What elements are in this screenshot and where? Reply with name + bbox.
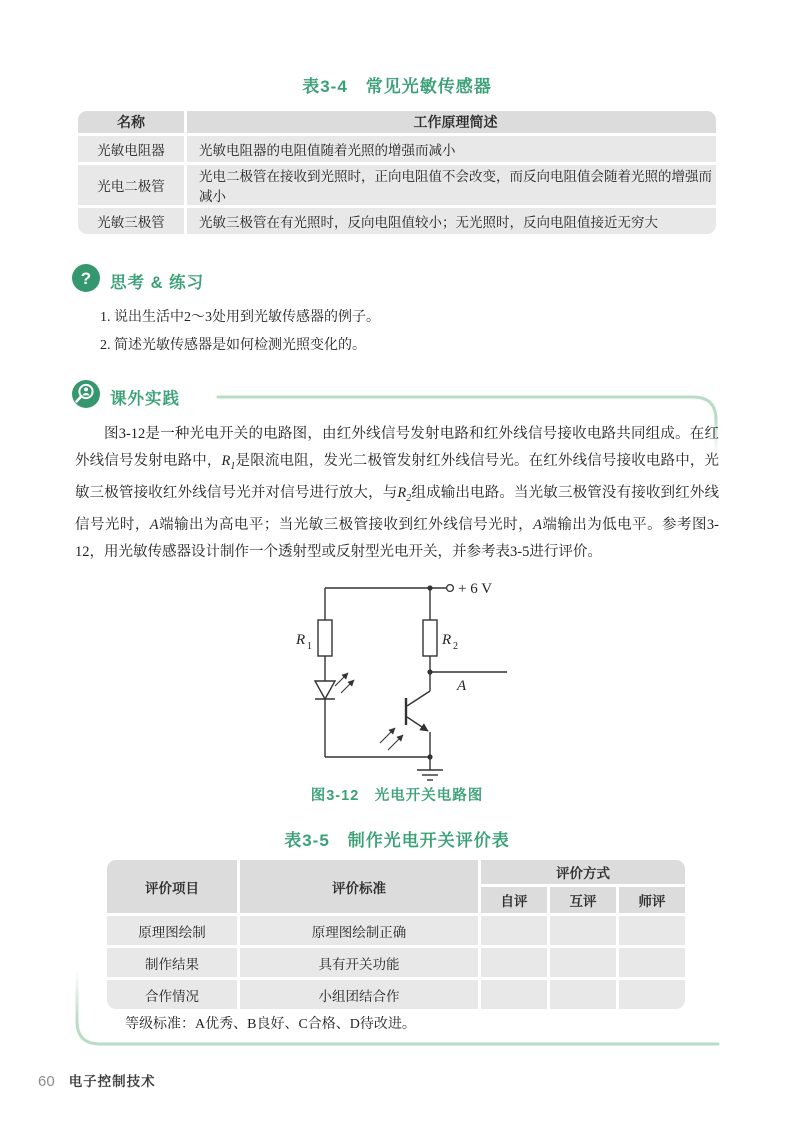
table-row <box>78 165 716 205</box>
table-row <box>107 980 685 1009</box>
column-header-method: 评价方式 <box>481 860 685 884</box>
photoelectric-switch-circuit-diagram <box>285 565 525 793</box>
cell-item: 原理图绘制 <box>107 916 237 945</box>
column-header-standard: 评价标准 <box>240 860 478 913</box>
table-row <box>107 948 685 977</box>
table-row <box>107 916 685 945</box>
cell-sensor-name: 光敏三极管 <box>78 208 184 234</box>
question-item: 1. 说出生活中2～3处用到光敏传感器的例子。 <box>100 310 380 325</box>
table-row <box>78 208 716 234</box>
cell-standard: 小组团结合作 <box>240 980 478 1009</box>
resistor-r2-label: R <box>442 632 452 648</box>
cell-self-eval <box>481 980 547 1009</box>
grading-standard-note: 等级标准：A优秀、B良好、C合格、D待改进。 <box>125 1017 416 1032</box>
practice-section-title: 课外实践 <box>110 390 180 408</box>
page-footer <box>38 1070 156 1090</box>
table-3-4 <box>75 108 719 237</box>
cell-peer-eval <box>550 948 616 977</box>
cell-self-eval <box>481 948 547 977</box>
column-header-item: 评价项目 <box>107 860 237 913</box>
cell-teacher-eval <box>619 980 685 1009</box>
cell-peer-eval <box>550 980 616 1009</box>
cell-standard: 原理图绘制正确 <box>240 916 478 945</box>
cell-principle: 光敏电阻器的电阻值随着光照的增强而减小 <box>187 136 716 162</box>
figure-caption: 图3-12 光电开关电路图 <box>310 788 484 804</box>
question-item: 2. 简述光敏传感器是如何检测光照变化的。 <box>100 338 366 353</box>
cell-principle: 光敏三极管在有光照时，反向电阻值较小；无光照时，反向电阻值接近无穷大 <box>187 208 716 234</box>
question-mark-icon <box>72 264 100 292</box>
cell-sensor-name: 光敏电阻器 <box>78 136 184 162</box>
resistor-r2-subscript: 2 <box>453 641 458 652</box>
table-header-row <box>107 860 685 884</box>
table-row <box>78 136 716 162</box>
table-header-row <box>78 111 716 133</box>
cell-item: 合作情况 <box>107 980 237 1009</box>
column-header-name: 名称 <box>78 111 184 133</box>
cell-sensor-name: 光电二极管 <box>78 165 184 205</box>
column-header-peer: 互评 <box>550 887 616 913</box>
output-node-label: A <box>457 678 467 694</box>
page-number: 60 <box>38 1073 55 1090</box>
cell-peer-eval <box>550 916 616 945</box>
magnifier-person-icon <box>72 380 100 408</box>
resistor-r1-subscript: 1 <box>307 641 312 652</box>
think-section-title: 思考 & 练习 <box>110 274 205 292</box>
column-header-principle: 工作原理简述 <box>187 111 716 133</box>
cell-item: 制作结果 <box>107 948 237 977</box>
cell-teacher-eval <box>619 948 685 977</box>
book-title: 电子控制技术 <box>68 1074 156 1089</box>
table-3-4-title: 表3-4 常见光敏传感器 <box>302 77 492 96</box>
practice-paragraph: 图3-12是一种光电开关的电路图，由红外线信号发射电路和红外线信号接收电路共同组成。在红外线信号发射电路中，$R_1$是限流电阻，发光二极管发射红外线信号光。在红外线信号接收电路中，光敏三极管接收红外线信号光并对信号进行放大，与$R_2$组成输出电路。当光敏三极管没有接收到红外线信号光时，A端输出为高电平；当光敏三极管接收到红外线信号光时，A端输出为低电平。参考图3-12，用光敏传感器设计制作一个透射型或反射型光电开关，并参考表3-5进行评价。 <box>75 426 720 560</box>
cell-principle: 光电二极管在接收到光照时，正向电阻值不会改变，而反向电阻值会随着光照的增强而减小 <box>187 165 716 205</box>
column-header-self: 自评 <box>481 887 547 913</box>
cell-self-eval <box>481 916 547 945</box>
table-3-5-title: 表3-5 制作光电开关评价表 <box>284 831 510 850</box>
cell-standard: 具有开关功能 <box>240 948 478 977</box>
supply-voltage-label: + 6 V <box>458 581 493 597</box>
resistor-r1-label: R <box>296 632 306 648</box>
table-3-5 <box>104 857 688 1012</box>
cell-teacher-eval <box>619 916 685 945</box>
question-glyph: ? <box>80 268 92 288</box>
column-header-teacher: 师评 <box>619 887 685 913</box>
